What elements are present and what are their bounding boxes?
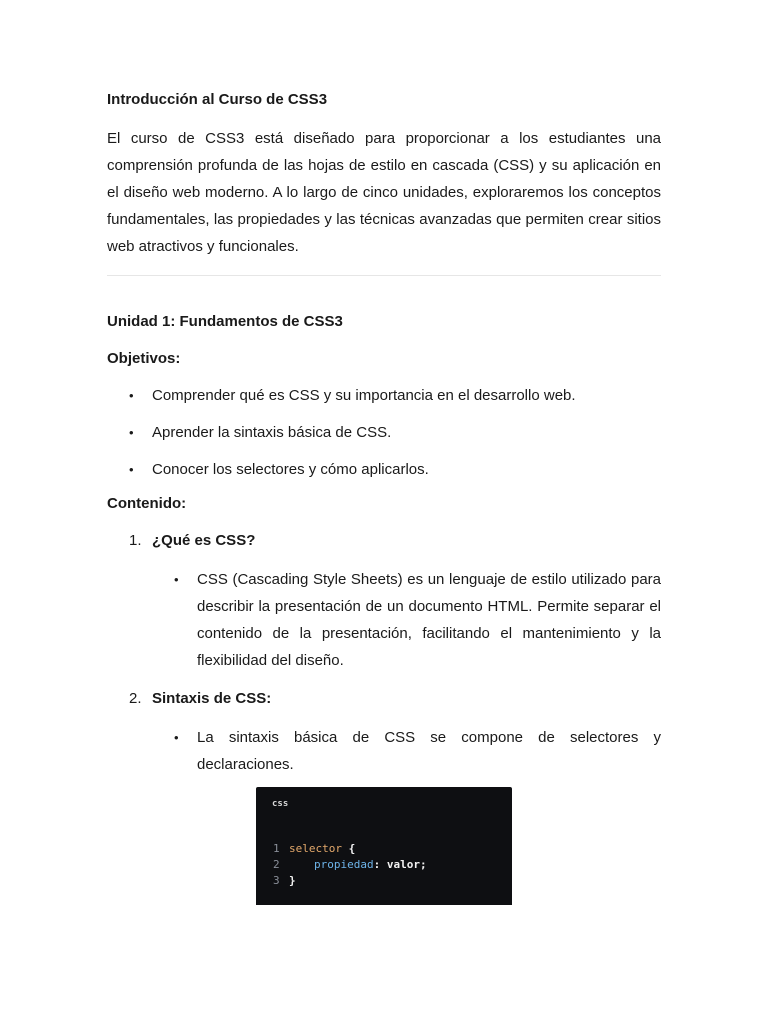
code-value: valor; — [386, 858, 427, 871]
bullet-icon: • — [129, 425, 134, 440]
code-line — [273, 873, 427, 889]
intro-paragraph: El curso de CSS3 está diseñado para proporcionar a los estudiantes una comprensión profunda de las hojas de estilo en cascada (CSS) y su aplicación en el diseño web moderno. A lo largo de cinco unidades, exploraremos los conceptos fundamentales, las propiedades y las técnicas avanzadas que permiten crear sitios web atractivos y funcionales. — [107, 130, 661, 255]
list-item — [152, 724, 661, 778]
sub-list — [152, 724, 661, 778]
code-language-label: css — [272, 799, 289, 809]
code-close-brace: } — [289, 874, 296, 887]
sub-list — [152, 566, 661, 674]
bullet-icon: • — [174, 730, 179, 745]
content-label: Contenido: — [107, 495, 187, 512]
code-property: propiedad — [314, 858, 374, 871]
item-title: Sintaxis de CSS: — [152, 690, 272, 707]
objective-text: Comprender qué es CSS y su importancia en el desarrollo web. — [152, 387, 576, 404]
objectives-label: Objetivos: — [107, 350, 181, 367]
content-item — [107, 529, 661, 674]
list-item — [107, 458, 661, 482]
code-selector: selector — [289, 842, 342, 855]
line-number: 2 — [273, 858, 280, 871]
line-number: 3 — [273, 874, 280, 887]
objective-text: Aprender la sintaxis básica de CSS. — [152, 424, 392, 441]
item-number: 1. — [129, 532, 142, 549]
bullet-icon: • — [129, 388, 134, 403]
objective-text: Conocer los selectores y cómo aplicarlos. — [152, 461, 429, 478]
bullet-icon: • — [129, 462, 134, 477]
line-number: 1 — [273, 842, 280, 855]
item-title: ¿Qué es CSS? — [152, 532, 256, 549]
intro-title: Introducción al Curso de CSS3 — [107, 91, 328, 108]
objectives-list — [107, 384, 661, 482]
code-open-brace: { — [348, 842, 356, 855]
list-item — [107, 384, 661, 408]
list-item — [107, 421, 661, 445]
code-colon: : — [373, 858, 381, 871]
sub-item-text: CSS (Cascading Style Sheets) es un lenguaje de estilo utilizado para describir la presentación de un documento HTML. Permite separar el contenido de la presentación, facilitando el mantenimiento y la flexibilidad del diseño. — [197, 571, 661, 669]
code-lines — [273, 841, 427, 889]
sub-item-text: La sintaxis básica de CSS se compone de selectores y declaraciones. — [197, 729, 661, 773]
document-page — [107, 88, 661, 791]
list-item — [152, 566, 661, 674]
section-divider — [107, 275, 661, 276]
code-block — [256, 787, 512, 905]
content-list — [107, 529, 661, 778]
code-line — [273, 841, 427, 857]
item-number: 2. — [129, 690, 142, 707]
bullet-icon: • — [174, 572, 179, 587]
code-line — [273, 857, 427, 873]
unit-title: Unidad 1: Fundamentos de CSS3 — [107, 313, 343, 330]
content-item — [107, 687, 661, 778]
